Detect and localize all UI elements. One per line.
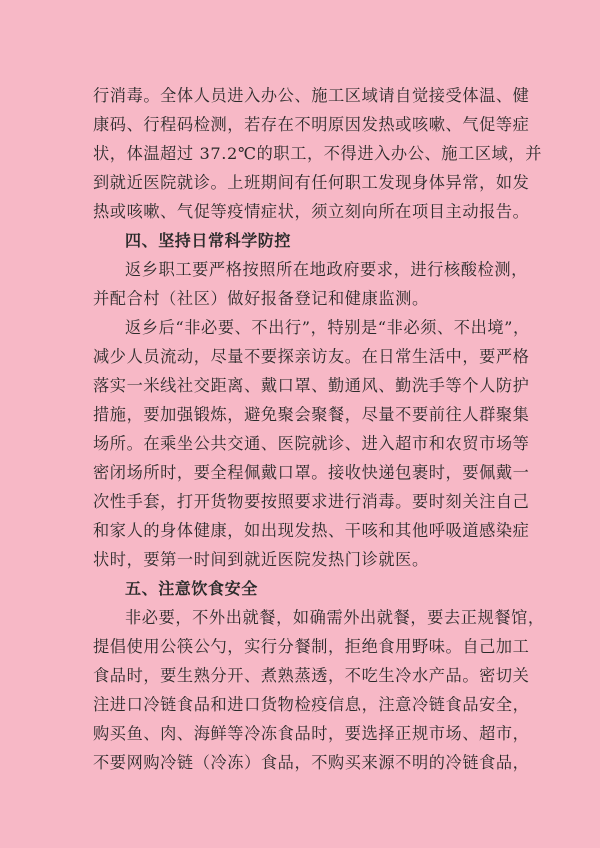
paragraph-return-testing <box>93 255 528 313</box>
section-heading-prevention: 四、坚持日常科学防控 <box>125 231 292 250</box>
text-line: 提倡使用公筷公勺，实行分餐制，拒绝食用野味。自己加工 <box>93 637 530 656</box>
text-line: 非必要，不外出就餐，如确需外出就餐，要去正规餐馆， <box>125 608 545 627</box>
text-line: 注进口冷链食品和进口货物检疫信息，注意冷链食品安全， <box>93 695 530 714</box>
text-line: 落实一米线社交距离、戴口罩、勤通风、勤洗手等个人防护 <box>93 376 530 395</box>
text-line: 密闭场所时，要全程佩戴口罩。接收快递包裹时，要佩戴一 <box>93 463 530 482</box>
paragraph-food-safety <box>93 603 545 777</box>
text-line: 到就近医院就诊。上班期间有任何职工发现身体异常，如发 <box>93 173 530 192</box>
text-line: 食品时，要生熟分开、煮熟蒸透，不吃生冷水产品。密切关 <box>93 666 530 685</box>
paragraph-entry-screening <box>93 81 543 226</box>
text-line: 和家人的身体健康，如出现发热、干咳和其他呼吸道感染症 <box>93 521 530 540</box>
text-line: 返乡职工要严格按照所在地政府要求，进行核酸检测， <box>125 260 528 279</box>
text-line: 并配合村（社区）做好报备登记和健康监测。 <box>93 289 429 308</box>
document-page <box>93 81 545 777</box>
text-line: 购买鱼、肉、海鲜等冷冻食品时，要选择正规市场、超市， <box>93 724 530 743</box>
text-line: 状，体温超过 37.2℃的职工，不得进入办公、施工区域，并 <box>93 144 543 163</box>
text-line: 返乡后“非必要、不出行”，特别是“非必须、不出境”， <box>125 318 530 337</box>
text-line: 减少人员流动，尽量不要探亲访友。在日常生活中，要严格 <box>93 347 530 366</box>
text-line: 不要网购冷链（冷冻）食品，不购买来源不明的冷链食品， <box>93 753 530 772</box>
paragraph-daily-protection <box>93 313 530 574</box>
text-line: 康码、行程码检测，若存在不明原因发热或咳嗽、气促等症 <box>93 115 530 134</box>
text-line: 场所。在乘坐公共交通、医院就诊、进入超市和农贸市场等 <box>93 434 530 453</box>
text-line: 次性手套，打开货物要按照要求进行消毒。要时刻关注自己 <box>93 492 530 511</box>
text-line: 热或咳嗽、气促等疫情症状，须立刻向所在项目主动报告。 <box>93 202 530 221</box>
section-heading-food-safety: 五、注意饮食安全 <box>125 579 258 598</box>
text-line: 状时，要第一时间到就近医院发热门诊就医。 <box>93 550 429 569</box>
text-line: 措施，要加强锻炼，避免聚会聚餐，尽量不要前往人群聚集 <box>93 405 530 424</box>
text-line: 行消毒。全体人员进入办公、施工区域请自觉接受体温、健 <box>93 86 530 105</box>
